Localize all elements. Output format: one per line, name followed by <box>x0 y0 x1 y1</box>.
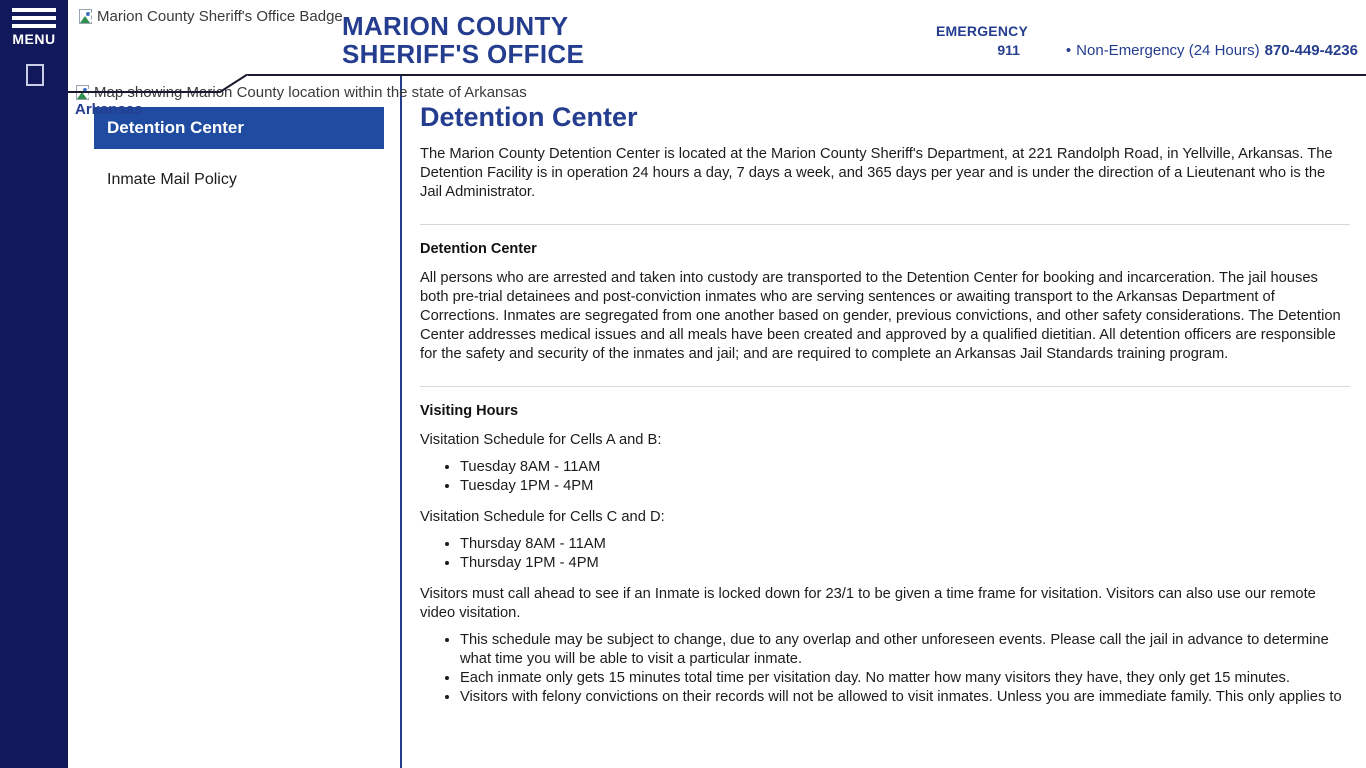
content-divider-2 <box>420 386 1350 387</box>
main-content <box>404 75 1366 768</box>
hamburger-menu-icon[interactable] <box>12 4 56 28</box>
emergency-label: EMERGENCY <box>935 23 1028 39</box>
badge-alt-text: Marion County Sheriff's Office Badge <box>97 8 343 25</box>
section-heading-detention-center: Detention Center <box>420 241 537 257</box>
bullet-separator-icon: • <box>1065 42 1072 59</box>
schedule-ab-list <box>420 458 1350 496</box>
sidebar-item-detention-center[interactable]: Detention Center <box>94 107 384 149</box>
list-item: • This schedule may be subject to change, due to any overlap and other unforeseen events. Please call the jail in advance to determine what time you will be able to visit a particular inmate. <box>460 631 1350 669</box>
contact-block <box>936 22 1358 61</box>
schedule-cd-label: Visitation Schedule for Cells C and D: <box>420 509 665 525</box>
non-emergency-label: Non-Emergency (24 Hours) <box>1076 42 1260 59</box>
content-divider-1 <box>420 224 1350 225</box>
contact-numbers-row <box>936 40 1358 61</box>
broken-image-icon <box>78 9 94 25</box>
left-rail <box>0 0 68 768</box>
schedule-cd-list <box>420 535 1350 573</box>
map-alt-text: Map showing Marion County location within the state of Arkansas <box>94 84 527 101</box>
section-sidebar <box>68 75 402 768</box>
lockdown-paragraph: Visitors must call ahead to see if an Inmate is locked down for 23/1 to be given a time frame for visitation. Visitors can also use our remote video visitation. <box>420 586 1316 621</box>
organization-title <box>342 12 584 68</box>
page-title: Detention Center <box>420 102 638 132</box>
list-item: • Visitors with felony convictions on their records will not be allowed to visit inmates. Unless you are immediate family. This only applies to <box>460 688 1350 707</box>
list-item: • Thursday 1PM - 4PM <box>460 554 1350 573</box>
list-item: • Each inmate only gets 15 minutes total time per visitation day. No matter how many visitors they have, they only get 15 minutes. <box>460 669 1350 688</box>
section-heading-visiting-hours: Visiting Hours <box>420 403 519 419</box>
emergency-number: 911 <box>997 42 1020 58</box>
non-emergency-number[interactable]: 870-449-4236 <box>1264 42 1358 59</box>
sidebar-item-inmate-mail-policy[interactable]: Inmate Mail Policy <box>107 171 237 188</box>
org-title-line-2: SHERIFF'S OFFICE <box>342 39 585 69</box>
intro-paragraph: The Marion County Detention Center is located at the Marion County Sheriff's Department, at 221 Randolph Road, in Yellville, Arkansas. The Detention Facility is in operation 24 hours a day, 7 days a week, and 365 days per year and is under the direction of a Lieutenant who is the Jail Administrator. <box>420 146 1333 200</box>
list-item: • Thursday 8AM - 11AM <box>460 535 1350 554</box>
sheriff-badge-broken-image[interactable] <box>78 8 343 26</box>
map-alt-text-wrap: Arkansas <box>75 101 143 118</box>
broken-image-placeholder-icon <box>26 64 44 86</box>
menu-label: MENU <box>12 31 56 47</box>
visitation-rules-list <box>420 631 1350 707</box>
header-divider-line <box>248 74 1366 76</box>
list-item: • Tuesday 8AM - 11AM <box>460 458 1350 477</box>
schedule-ab-label: Visitation Schedule for Cells A and B: <box>420 432 662 448</box>
org-title-line-1: MARION COUNTY <box>342 11 569 41</box>
site-header <box>68 0 1366 75</box>
menu-toggle-button[interactable] <box>0 4 68 46</box>
header-divider-step <box>68 74 248 94</box>
detention-center-paragraph: All persons who are arrested and taken into custody are transported to the Detention Center for booking and incarceration. The jail houses both pre-trial detainees and post-conviction inmates who are serving sentences or awaiting transport to the Arkansas Department of Corrections. Inmates are segregated from one another based on gender, previous convictions, and other safety considerations. The Detention Center addresses medical issues and all meals have been created and approved by a qualified dietitian. All detention officers are responsible for the safety and security of the inmates and jail; and are required to complete an Arkansas Jail Standards training program. <box>420 270 1341 362</box>
list-item: • Tuesday 1PM - 4PM <box>460 477 1350 496</box>
